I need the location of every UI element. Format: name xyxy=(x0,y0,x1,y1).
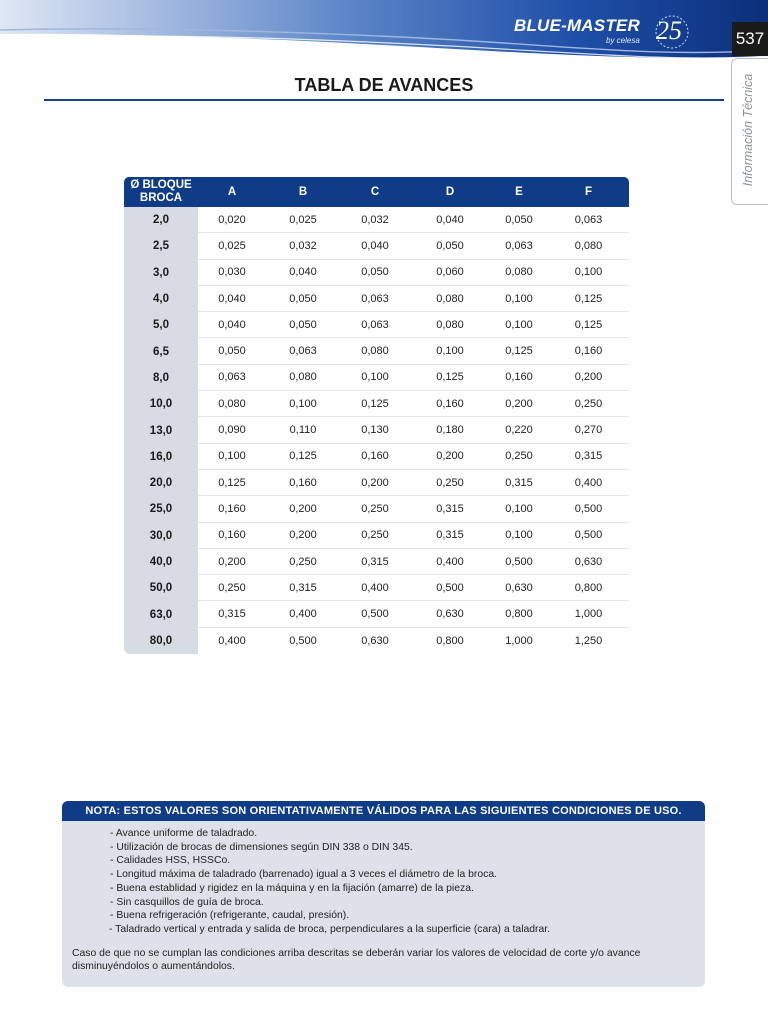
value-cell: 0,400 xyxy=(266,601,340,627)
table-row xyxy=(124,391,629,417)
diameter-cell: 2,0 xyxy=(124,207,198,233)
value-cell: 0,315 xyxy=(410,523,490,549)
value-cell: 0,630 xyxy=(490,575,548,601)
value-cell: 0,200 xyxy=(548,365,629,391)
value-cell: 0,100 xyxy=(266,391,340,417)
page-number: 537 xyxy=(732,22,768,56)
value-cell: 0,050 xyxy=(490,207,548,233)
table-body xyxy=(124,207,629,654)
table-row xyxy=(124,523,629,549)
value-cell: 0,040 xyxy=(340,233,410,259)
value-cell: 0,200 xyxy=(198,549,266,575)
table-row xyxy=(124,575,629,601)
value-cell: 0,050 xyxy=(410,233,490,259)
header-col-c: C xyxy=(370,186,380,198)
note-item: - Calidades HSS, HSSCo. xyxy=(110,855,231,867)
value-cell: 0,063 xyxy=(198,365,266,391)
value-cell: 0,040 xyxy=(198,312,266,338)
value-cell: 0,030 xyxy=(198,260,266,286)
diameter-cell: 2,5 xyxy=(124,233,198,259)
value-cell: 0,500 xyxy=(490,549,548,575)
header-col-b: B xyxy=(298,186,308,198)
header-diameter-line2: BROCA xyxy=(139,192,183,204)
value-cell: 0,315 xyxy=(198,601,266,627)
note-item: - Taladrado vertical y entrada y salida de broca, perpendiculares a la superficie (cara) a taladrar. xyxy=(109,923,551,935)
table-row xyxy=(124,496,629,522)
value-cell: 0,125 xyxy=(548,312,629,338)
table-row xyxy=(124,233,629,259)
brand-logo: BLUE-MASTER xyxy=(514,16,640,35)
value-cell: 0,080 xyxy=(410,286,490,312)
table-row xyxy=(124,260,629,286)
table-row xyxy=(124,601,629,627)
value-cell: 0,080 xyxy=(490,260,548,286)
value-cell: 0,040 xyxy=(198,286,266,312)
value-cell: 0,125 xyxy=(340,391,410,417)
value-cell: 0,100 xyxy=(490,312,548,338)
table-row xyxy=(124,286,629,312)
note-item: - Buena establidad y rigidez en la máquina y en la fijación (amarre) de la pieza. xyxy=(110,882,474,894)
side-tab-label: Información Técnica xyxy=(741,73,755,187)
header-diameter xyxy=(124,177,198,207)
value-cell: 0,050 xyxy=(340,260,410,286)
value-cell: 0,100 xyxy=(490,523,548,549)
value-cell: 0,200 xyxy=(490,391,548,417)
value-cell: 0,032 xyxy=(266,233,340,259)
header-col-a: A xyxy=(227,186,237,198)
value-cell: 0,180 xyxy=(410,417,490,443)
value-cell: 0,270 xyxy=(548,417,629,443)
value-cell: 0,130 xyxy=(340,417,410,443)
value-cell: 0,800 xyxy=(548,575,629,601)
value-cell: 0,125 xyxy=(410,365,490,391)
value-cell: 0,315 xyxy=(266,575,340,601)
note-item: - Sin casquillos de guía de broca. xyxy=(110,896,264,908)
value-cell: 0,220 xyxy=(490,417,548,443)
value-cell: 0,050 xyxy=(266,312,340,338)
value-cell: 0,160 xyxy=(410,391,490,417)
header-col-f: F xyxy=(584,186,593,198)
brand-sub-logo: by celesa xyxy=(606,36,640,45)
value-cell: 0,200 xyxy=(340,470,410,496)
value-cell: 0,315 xyxy=(548,444,629,470)
table-row xyxy=(124,628,629,654)
value-cell: 0,315 xyxy=(410,496,490,522)
diameter-cell: 3,0 xyxy=(124,260,198,286)
value-cell: 0,080 xyxy=(410,312,490,338)
page-title: TABLA DE AVANCES xyxy=(294,75,474,95)
table-row xyxy=(124,444,629,470)
value-cell: 0,500 xyxy=(548,523,629,549)
diameter-cell: 80,0 xyxy=(124,628,198,654)
value-cell: 0,400 xyxy=(340,575,410,601)
value-cell: 0,125 xyxy=(548,286,629,312)
header-col-d: D xyxy=(445,186,455,198)
header-col-e: E xyxy=(515,186,523,198)
value-cell: 0,250 xyxy=(410,470,490,496)
note-item: - Longitud máxima de taladrado (barrenado) igual a 3 veces el diámetro de la broca. xyxy=(110,869,497,881)
value-cell: 0,100 xyxy=(198,444,266,470)
note-list xyxy=(62,827,705,937)
value-cell: 0,032 xyxy=(340,207,410,233)
value-cell: 0,100 xyxy=(490,286,548,312)
diameter-cell: 30,0 xyxy=(124,523,198,549)
value-cell: 0,025 xyxy=(198,233,266,259)
value-cell: 0,315 xyxy=(340,549,410,575)
value-cell: 1,000 xyxy=(505,634,533,647)
value-cell: 0,080 xyxy=(198,391,266,417)
table-row xyxy=(124,207,629,233)
value-cell: 0,025 xyxy=(266,207,340,233)
value-cell: 0,080 xyxy=(340,338,410,364)
value-cell: 0,800 xyxy=(436,634,464,647)
note-heading: NOTA: ESTOS VALORES SON ORIENTATIVAMENTE VÁLIDOS PARA LAS SIGUIENTES CONDICIONES DE USO. xyxy=(62,801,705,821)
diameter-cell: 25,0 xyxy=(124,496,198,522)
value-cell: 0,100 xyxy=(410,338,490,364)
value-cell: 0,250 xyxy=(548,391,629,417)
table-row xyxy=(124,470,629,496)
value-cell: 0,060 xyxy=(410,260,490,286)
value-cell: 0,040 xyxy=(410,207,490,233)
feed-table xyxy=(124,177,629,654)
value-cell: 0,250 xyxy=(340,496,410,522)
value-cell: 1,250 xyxy=(574,634,603,647)
table-row xyxy=(124,312,629,338)
value-cell: 0,160 xyxy=(548,338,629,364)
diameter-cell: 20,0 xyxy=(124,470,198,496)
note-item: - Utilización de brocas de dimensiones según DIN 338 o DIN 345. xyxy=(110,841,413,853)
value-cell: 0,160 xyxy=(490,365,548,391)
table-header xyxy=(124,177,629,207)
value-cell: 0,200 xyxy=(410,444,490,470)
value-cell: 0,315 xyxy=(490,470,548,496)
value-cell: 0,125 xyxy=(490,338,548,364)
value-cell: 0,050 xyxy=(198,338,266,364)
value-cell: 0,090 xyxy=(198,417,266,443)
value-cell: 0,125 xyxy=(266,444,340,470)
diameter-cell: 40,0 xyxy=(124,549,198,575)
diameter-cell: 6,5 xyxy=(124,338,198,364)
value-cell: 0,630 xyxy=(410,601,490,627)
value-cell: 0,063 xyxy=(266,338,340,364)
diameter-cell: 16,0 xyxy=(124,444,198,470)
diameter-cell: 50,0 xyxy=(124,575,198,601)
table-row xyxy=(124,417,629,443)
value-cell: 0,063 xyxy=(340,286,410,312)
value-cell: 0,250 xyxy=(340,523,410,549)
table-row xyxy=(124,549,629,575)
value-cell: 0,100 xyxy=(490,496,548,522)
value-cell: 0,630 xyxy=(361,634,389,647)
note-footer: Caso de que no se cumplan las condiciones arriba descritas se deberán variar los valores de velocidad de corte y/o avance disminuyéndolos o aumentándolos. xyxy=(72,947,641,972)
value-cell: 0,080 xyxy=(548,233,629,259)
value-cell: 0,250 xyxy=(198,575,266,601)
value-cell: 0,400 xyxy=(218,634,246,647)
value-cell: 0,110 xyxy=(266,417,340,443)
value-cell: 0,630 xyxy=(548,549,629,575)
title-divider xyxy=(44,99,724,101)
value-cell: 0,500 xyxy=(548,496,629,522)
value-cell: 1,000 xyxy=(548,601,629,627)
value-cell: 0,160 xyxy=(340,444,410,470)
value-cell: 0,500 xyxy=(410,575,490,601)
value-cell: 0,800 xyxy=(490,601,548,627)
value-cell: 0,200 xyxy=(266,523,340,549)
note-box xyxy=(62,801,705,987)
value-cell: 0,063 xyxy=(340,312,410,338)
value-cell: 0,100 xyxy=(340,365,410,391)
value-cell: 0,160 xyxy=(266,470,340,496)
value-cell: 0,125 xyxy=(198,470,266,496)
value-cell: 0,500 xyxy=(340,601,410,627)
value-cell: 0,050 xyxy=(266,286,340,312)
diameter-cell: 63,0 xyxy=(124,601,198,627)
value-cell: 0,500 xyxy=(289,634,317,647)
value-cell: 0,250 xyxy=(266,549,340,575)
value-cell: 0,080 xyxy=(266,365,340,391)
diameter-cell: 4,0 xyxy=(124,286,198,312)
diameter-cell: 8,0 xyxy=(124,365,198,391)
diameter-cell: 13,0 xyxy=(124,417,198,443)
value-cell: 0,160 xyxy=(198,496,266,522)
value-cell: 0,160 xyxy=(198,523,266,549)
value-cell: 0,063 xyxy=(490,233,548,259)
table-row xyxy=(124,365,629,391)
diameter-cell: 10,0 xyxy=(124,391,198,417)
table-row xyxy=(124,338,629,364)
value-cell: 0,250 xyxy=(490,444,548,470)
value-cell: 0,100 xyxy=(548,260,629,286)
note-item: - Avance uniforme de taladrado. xyxy=(110,828,258,839)
value-cell: 0,400 xyxy=(410,549,490,575)
note-item: - Buena refrigeración (refrigerante, caudal, presión). xyxy=(110,910,350,922)
value-cell: 0,040 xyxy=(266,260,340,286)
header-diameter-line1: Ø BLOQUE xyxy=(130,179,192,191)
value-cell: 0,063 xyxy=(548,207,629,233)
value-cell: 0,200 xyxy=(266,496,340,522)
value-cell: 0,400 xyxy=(548,470,629,496)
value-cell: 0,020 xyxy=(198,207,266,233)
anniversary-number: 25 xyxy=(656,16,682,45)
diameter-cell: 5,0 xyxy=(124,312,198,338)
